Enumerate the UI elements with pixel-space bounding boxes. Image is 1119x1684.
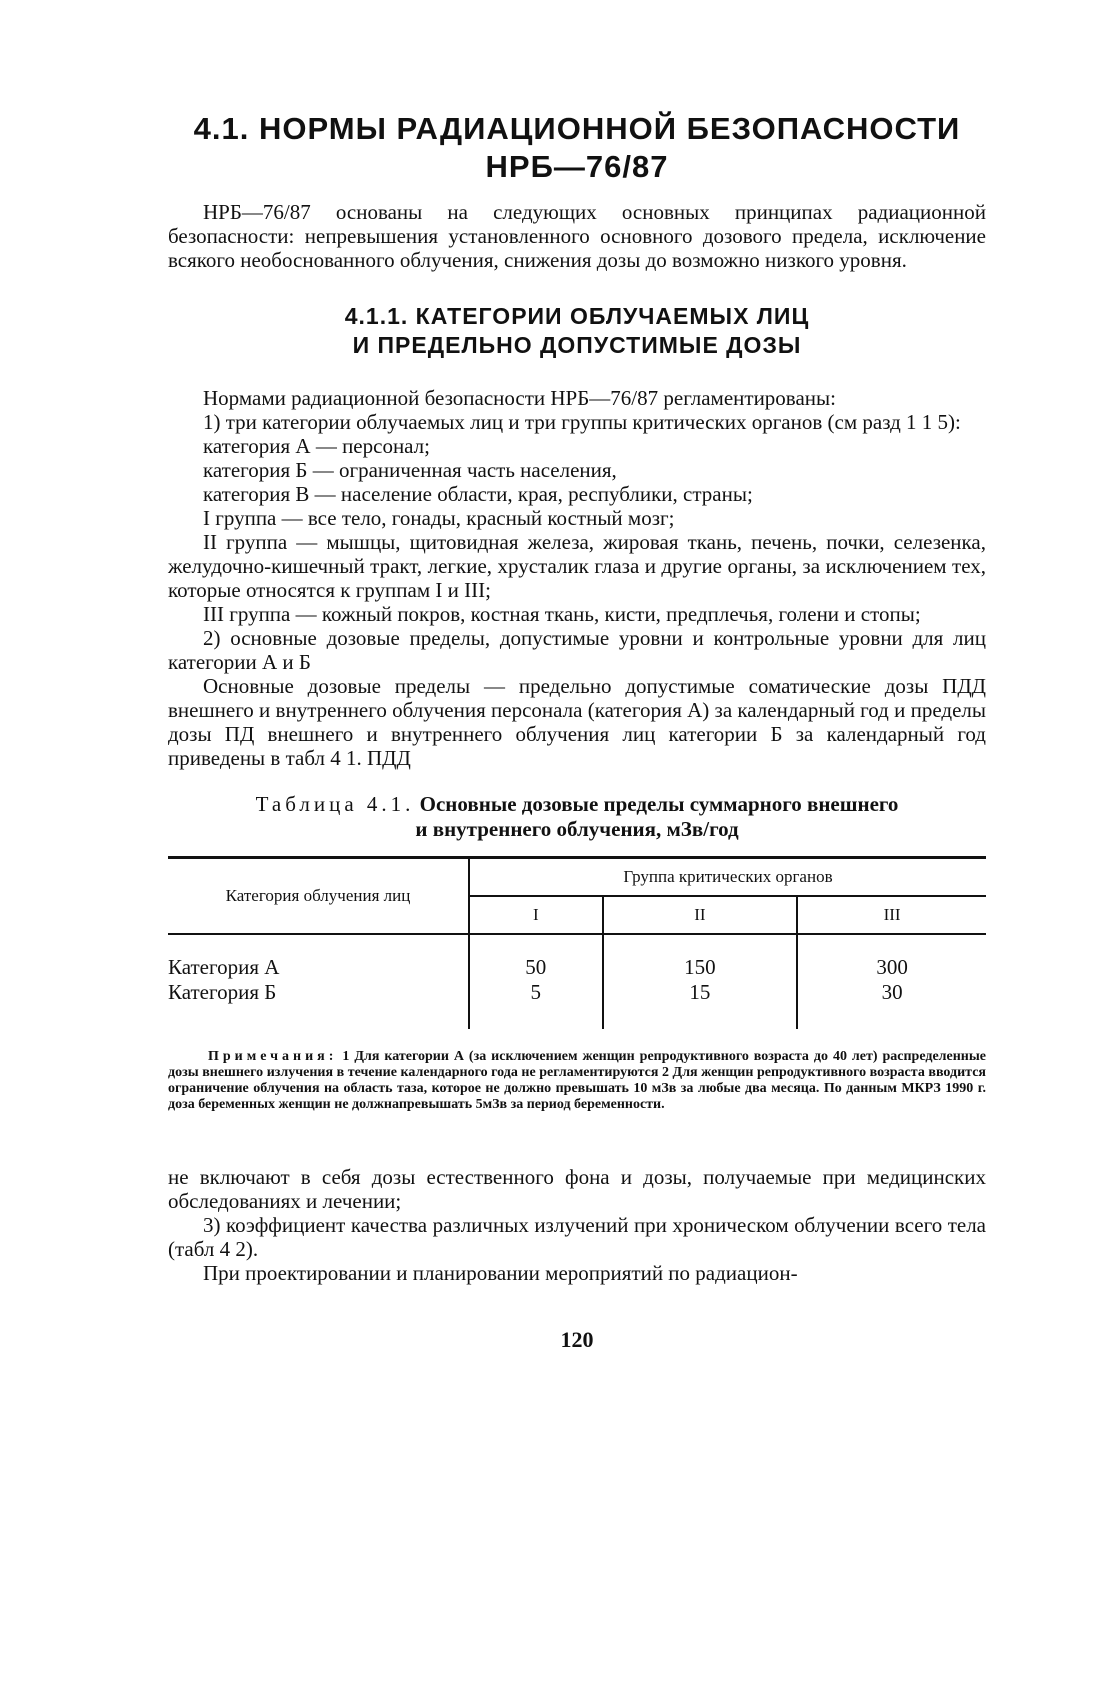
category-a-item: категория А — персонал; [203,434,431,458]
paragraph-main-dose-limits: Основные дозовые пределы — предельно допустимые соматические дозы ПДД внешнего и внутреннего облучения персонала (категория А) за календарный год и пределы дозы ПД внешнего и внутреннего облучения лиц категории Б за календарный год приведены в табл 4 1. ПДД [168,674,986,770]
paragraph-not-include: не включают в себя дозы естественного фона и дозы, получаемые при медицинских обследованиях и лечении; [168,1165,986,1213]
notes-text: 1 Для категории А (за исключением женщин репродуктивного возраста до 40 лет) распределенные дозы внешнего излучения в течение календарного года не регламентируются 2 Для женщин репродуктивного возраста вводится ограничение облучения на область таза, которое не должно превышать 10 мЗв за любые два месяца. По данным МКРЗ 1990 г. доза беременных женщин не должнапревышать 5мЗв за период беременности. [168,1049,986,1112]
category-b-item: категория Б — ограниченная часть населения, [203,458,617,482]
table-header-category: Категория облучения лиц [168,858,469,935]
notes-label: Примечания: [208,1049,338,1064]
paragraph-quality-factor: 3) коэффициент качества различных излучений при хроническом облучении всего тела (табл 4 2). [168,1213,986,1261]
table-cell-category: Категория А [168,955,280,979]
table-cell-value: 300 [797,934,986,980]
main-heading-line2: НРБ—76/87 [485,149,669,184]
main-heading [168,110,986,186]
section-heading-line1: 4.1.1. КАТЕГОРИИ ОБЛУЧАЕМЫХ ЛИЦ [344,303,810,329]
table-caption-title-line1: Основные дозовые пределы суммарного внешнего [419,792,899,816]
main-heading-line1: 4.1. НОРМЫ РАДИАЦИОННОЙ БЕЗОПАСНОСТИ [193,111,961,146]
table-cell-category: Категория Б [168,980,277,1004]
table-cell-value: 15 [603,980,798,1029]
table-header-group-2: II [603,896,798,934]
table-caption [168,792,986,842]
table-cell-value: 50 [469,934,603,980]
paragraph-regulated: Нормами радиационной безопасности НРБ—76/87 регламентированы: [203,386,836,410]
table-cell-value: 30 [797,980,986,1029]
table-row [168,934,986,980]
intro-paragraph: НРБ—76/87 основаны на следующих основных принципах радиационной безопасности: непревышения установленного основного дозового предела, исключение всякого необоснованного облучения, снижения дозы до возможно низкого уровня. [168,200,986,272]
section-heading [168,302,986,360]
table-cell-value: 150 [603,934,798,980]
group-2-item: II группа — мышцы, щитовидная железа, жировая ткань, печень, почки, селезенка, желудочно-кишечный тракт, легкие, хрусталик глаза и другие органы, за исключением тех, которые относятся к группам I и III; [168,530,986,602]
paragraph-categories-intro: 1) три категории облучаемых лиц и три группы критических органов (см разд 1 1 5): [203,410,961,434]
table-caption-title-line2: и внутреннего облучения, мЗв/год [415,817,739,841]
paragraph-planning: При проектировании и планировании мероприятий по радиацион- [203,1261,798,1285]
page-number: 120 [560,1327,594,1352]
table-row [168,980,986,1029]
table-notes [168,1049,986,1113]
group-1-item: I группа — все тело, гонады, красный костный мозг; [203,506,675,530]
table-header-group: Группа критических органов [469,858,986,897]
table-header-group-3: III [797,896,986,934]
document-page [168,96,986,1353]
section-heading-line2: И ПРЕДЕЛЬНО ДОПУСТИМЫЕ ДОЗЫ [352,332,802,358]
table-caption-label: Таблица 4.1. [255,792,415,816]
group-3-item: III группа — кожный покров, костная ткань, кисти, предплечья, голени и стопы; [203,602,921,626]
paragraph-dose-limits: 2) основные дозовые пределы, допустимые уровни и контрольные уровни для лиц категории А и Б [168,626,986,674]
category-v-item: категория В — население области, края, республики, страны; [203,482,753,506]
dose-limits-table [168,856,986,1029]
table-header-group-1: I [469,896,603,934]
table-cell-value: 5 [469,980,603,1029]
